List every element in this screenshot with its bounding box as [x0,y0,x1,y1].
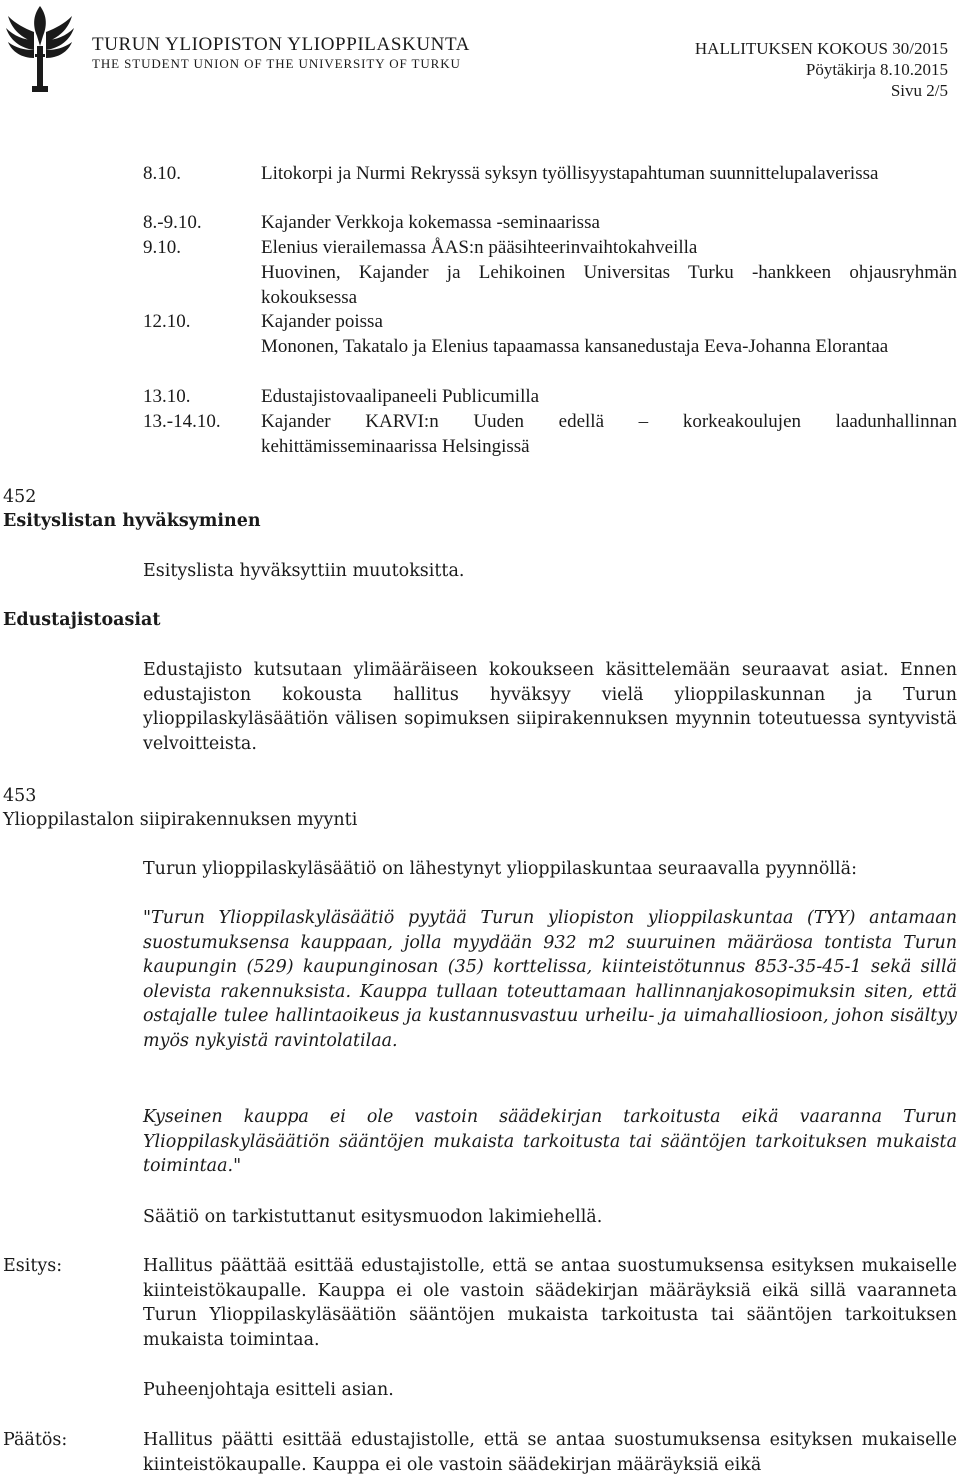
chair-note: Puheenjohtaja esitteli asian. [143,1380,394,1400]
paatos-text: Hallitus päätti esittää edustajistolle, että se antaa suostumuksensa esityksen mukaiselle kiinteistökaupalle. Kauppa ei ole vastoin säädekirjan määräyksiä eikä [143,1430,957,1475]
intro-text: Turun ylioppilaskyläsäätiö on lähestynyt ylioppilaskuntaa seuraavalla pyynnöllä: [143,859,857,879]
event-text: Litokorpi ja Nurmi Rekryssä syksyn työllisyystapahtuman suunnittelupalaverissa [261,163,879,184]
page-number: Sivu 2/5 [890,81,948,100]
quote-paragraph: "Turun Ylioppilaskyläsäätiö pyytää Turun yliopiston ylioppilaskuntaa (TYY) antamaan suostumuksensa kauppaan, jolla myydään 932 m2 suuruinen määräosa tontista Turun kaupungin (529) kaupunginosan (35) korttelissa, kiinteistötunnus 853-35-45-1 sekä sillä olevista rakennuksista. Kauppa tullaan toteuttamaan hallinnanjakosopimuksin siten, että ostajalle tulee hallintaoikeus ja kustannusvastuu urheilu- ja uimahalliosioon, johon sisältyy myös nykyistä ravintolatilaa. [143,908,957,1051]
event-text: Elenius vierailemassa ÅAS:n pääsihteerinvaihtokahveilla [261,237,698,258]
section-title: Esityslistan hyväksyminen [3,511,261,531]
quote-paragraph: Kyseinen kauppa ei ole vastoin säädekirjan tarkoitusta eikä vaaranna Turun Ylioppilaskyläsäätiön sääntöjen mukaista tarkoitusta tai sääntöjen tarkoituksen mukaista toimintaa." [143,1107,957,1176]
student-union-logo [4,2,76,98]
legal-note: Säätiö on tarkistuttanut esitysmuodon lakimiehellä. [143,1207,603,1227]
event-text: Mononen, Takatalo ja Elenius tapaamassa kansanedustaja Eeva-Johanna Elorantaa [261,336,889,357]
event-text: Kajander Verkkoja kokemassa -seminaarissa [261,212,600,233]
meeting-title: HALLITUKSEN KOKOUS 30/2015 [694,39,948,58]
event-text: Huovinen, Kajander ja Lehikoinen Universitas Turku -hankkeen ohjausryhmän kokouksessa [261,262,957,308]
minutes-date: Pöytäkirja 8.10.2015 [805,60,948,79]
section-number: 453 [3,786,37,806]
event-date: 13.10. [143,386,191,407]
subsection-text: Edustajisto kutsutaan ylimääräiseen kokoukseen käsittelemään seuraavat asiat. Ennen edustajiston kokousta hallitus hyväksyy vielä ylioppilaskunnan ja Turun ylioppilaskyläsäätiön välisen sopimuksen siipirakennuksen myynnin toteutuessa syntyvistä velvoitteista. [143,660,957,754]
event-date: 8.10. [143,163,181,184]
section-title: Ylioppilastalon siipirakennuksen myynti [3,810,358,830]
esitys-text: Hallitus päättää esittää edustajistolle, että se antaa suostumuksensa esityksen mukaiselle kiinteistökaupalle. Kauppa ei ole vastoin säädekirjan määräyksiä eikä sillä vaaranneta Turun Ylioppilaskyläsäätiön sääntöjen mukaista tarkoitusta tai sääntöjen tarkoituksen mukaista toimintaa. [143,1256,957,1350]
esitys-label: Esitys: [3,1256,63,1276]
subsection-title: Edustajistoasiat [3,610,161,630]
paatos-label: Päätös: [3,1430,68,1450]
event-date: 9.10. [143,237,181,258]
event-date: 12.10. [143,311,191,332]
torch-wings-logo-icon [4,2,76,98]
meeting-info [695,38,948,101]
event-date: 13.-14.10. [143,411,221,432]
event-text: Kajander KARVI:n Uuden edellä – korkeakoulujen laadunhallinnan kehittämisseminaarissa Helsingissä [261,411,957,457]
section-text: Esityslista hyväksyttiin muutoksitta. [143,561,465,581]
org-name-english: THE STUDENT UNION OF THE UNIVERSITY OF TURKU [92,56,461,71]
org-name: TURUN YLIOPISTON YLIOPPILASKUNTA [92,34,470,55]
section-number: 452 [3,487,37,507]
event-text: Kajander poissa [261,311,383,332]
event-date: 8.-9.10. [143,212,202,233]
event-text: Edustajistovaalipaneeli Publicumilla [261,386,540,407]
